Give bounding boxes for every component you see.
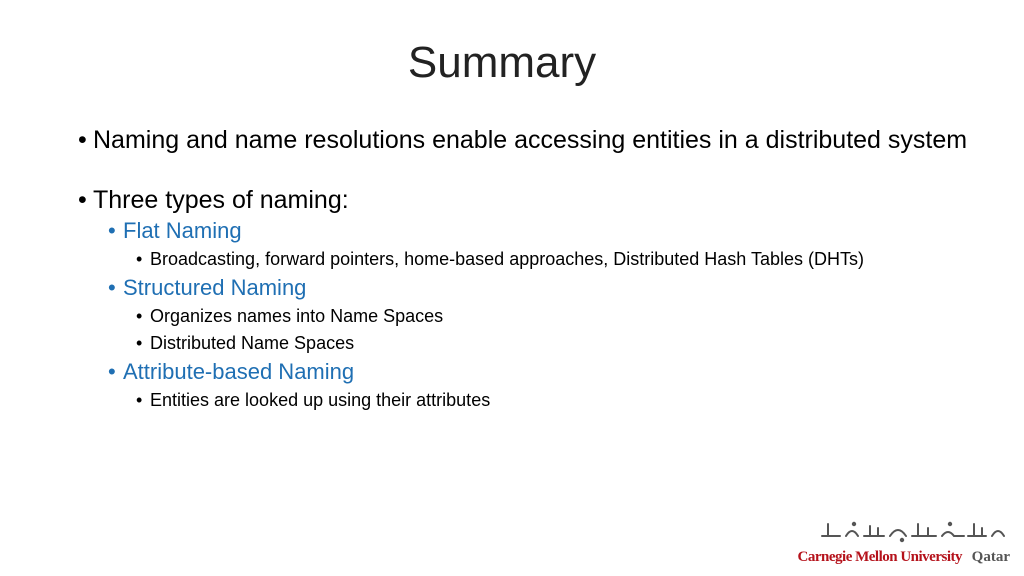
sub-bullet-flat-naming	[108, 216, 978, 246]
bullet-icon: •	[108, 275, 116, 300]
bullet-icon: •	[136, 390, 143, 410]
detail-text: Organizes names into Name Spaces	[150, 306, 444, 326]
logo-qatar-text: Qatar	[971, 549, 1010, 565]
bullet-naming-resolution	[78, 124, 978, 156]
detail-structured-naming-2	[136, 330, 978, 357]
bullet-text: Naming and name resolutions enable accessing entities in a distributed system	[93, 126, 968, 154]
arabic-script-logo-icon	[818, 518, 1008, 544]
logo-cmu-text: Carnegie Mellon University	[797, 549, 962, 565]
bullet-icon: •	[108, 359, 116, 384]
bullet-icon: •	[136, 333, 143, 353]
sub-bullet-text: Attribute-based Naming	[123, 359, 355, 384]
detail-text: Broadcasting, forward pointers, home-based approaches, Distributed Hash Tables (DHTs)	[150, 249, 865, 269]
detail-attribute-naming	[136, 387, 978, 414]
sub-bullet-text: Structured Naming	[123, 275, 307, 300]
detail-flat-naming	[136, 246, 978, 273]
bullet-icon: •	[78, 186, 87, 214]
bullet-text: Three types of naming:	[93, 186, 349, 214]
sub-bullet-structured-naming	[108, 273, 978, 303]
detail-structured-naming-1	[136, 303, 978, 330]
detail-text: Entities are looked up using their attributes	[150, 390, 491, 410]
bullet-icon: •	[108, 218, 116, 243]
bullet-icon: •	[78, 126, 87, 154]
bullet-three-types	[78, 184, 978, 216]
bullet-list	[78, 124, 978, 414]
detail-text: Distributed Name Spaces	[150, 333, 355, 353]
sub-bullet-attribute-naming	[108, 357, 978, 387]
slide-title: Summary	[407, 38, 597, 87]
sub-bullet-text: Flat Naming	[123, 218, 242, 243]
university-logo	[797, 518, 1010, 568]
bullet-icon: •	[136, 306, 143, 326]
bullet-icon: •	[136, 249, 143, 269]
